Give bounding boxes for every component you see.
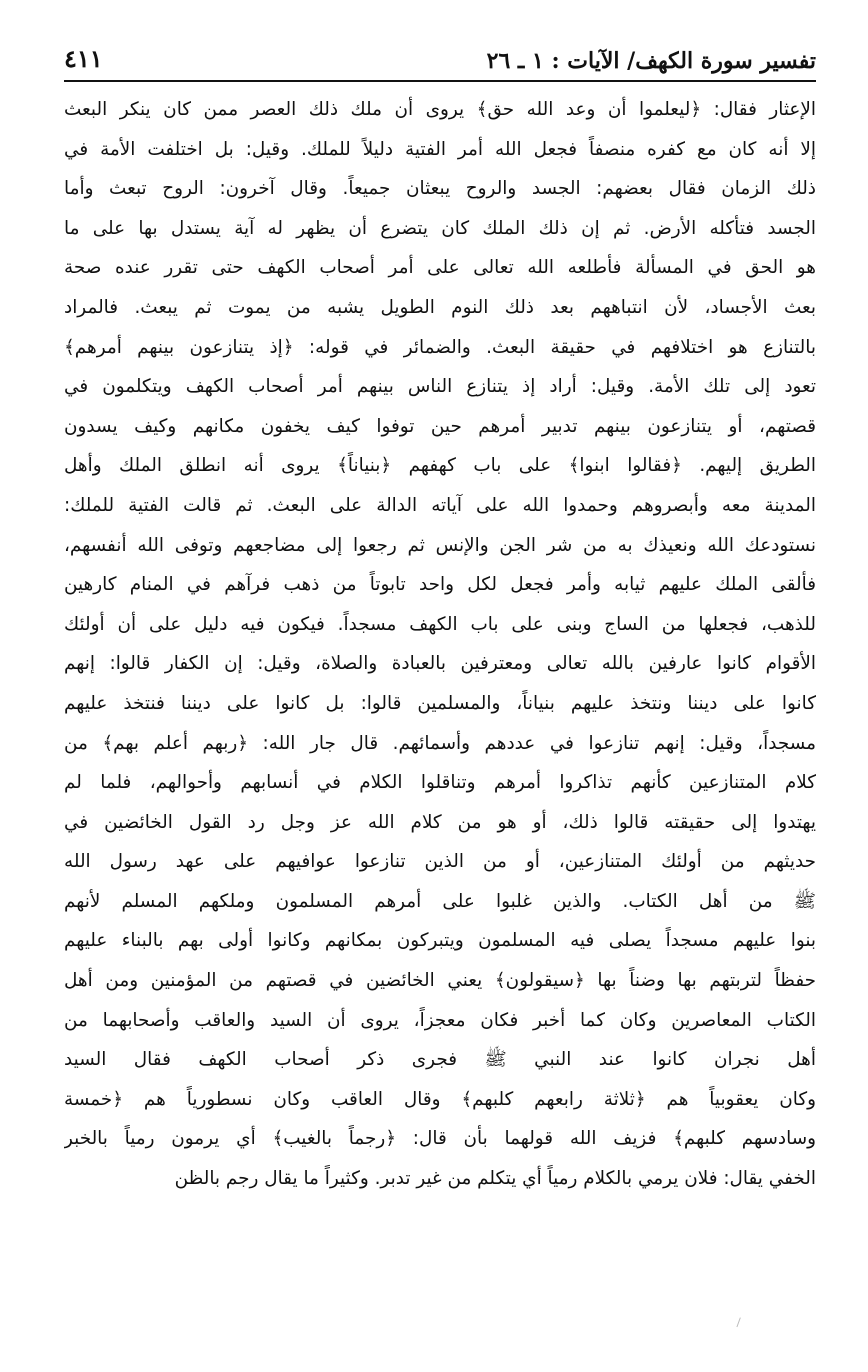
text-line: ﷺ من أهل الكتاب. والذين غلبوا على أمرهم المسلمون وملكهم المسلم لأنهم bbox=[64, 890, 816, 912]
text-line: الطريق إليهم. ﴿فقالوا ابنوا﴾ على باب كهفهم ﴿بنياناً﴾ يروى أنه انطلق الملك وأهل bbox=[64, 455, 816, 477]
text-line: الجسد فتأكله الأرض. ثم إن ذلك الملك كان يتضرع أن يظهر له آية يستدل بها على ما bbox=[64, 217, 816, 239]
text-line: مسجداً، وقيل: إنهم تنازعوا في عددهم وأسمائهم. قال جار الله: ﴿ربهم أعلم بهم﴾ من bbox=[64, 732, 816, 754]
text-line: يهتدوا إلى حقيقته قالوا ذلك، أو هو من كلام الله عز وجل رد القول الخائضين في bbox=[64, 811, 816, 833]
text-line: تعود إلى تلك الأمة. وقيل: أراد إذ يتنازع الناس بينهم أمر أصحاب الكهف ويتكلمون في bbox=[64, 376, 816, 398]
text-line: أهل نجران كانوا عند النبي ﷺ فجرى ذكر أصحاب الكهف فقال السيد bbox=[64, 1049, 816, 1071]
text-line: بعث الأجساد، لأن انتباههم بعد ذلك النوم الطويل يشبه من يموت ثم يبعث. فالمراد bbox=[64, 296, 816, 318]
text-line: هو الحق في المسألة فأطلعه الله تعالى على أمر أصحاب الكهف حتى تقرر عنده صحة bbox=[64, 257, 816, 279]
text-line: وكان يعقوبياً هم ﴿ثلاثة رابعهم كلبهم﴾ وقال العاقب وكان نسطورياً هم ﴿خمسة bbox=[64, 1088, 816, 1110]
text-line: قصتهم، أو يتنازعون بينهم تدبير أمرهم حين توفوا كيف يخفون مكانهم وكيف يسدون bbox=[64, 415, 816, 437]
commentary-text bbox=[64, 90, 816, 1199]
running-header bbox=[64, 38, 816, 82]
running-title: تفسير سورة الكهف/ الآيات : ١ ـ ٢٦ bbox=[486, 48, 816, 74]
text-line: الخفي يقال: فلان يرمي بالكلام رمياً أي يتكلم من غير تدبر. وكثيراً ما يقال رجم بالظن bbox=[174, 1168, 816, 1190]
text-line: كلام المتنازعين كأنهم تذاكروا أمرهم وتناقلوا الكلام في أنسابهم وأحوالهم، فلما لم bbox=[64, 772, 816, 794]
text-line: كانوا على ديننا ونتخذ عليهم بنياناً، والمسلمين قالوا: بل كانوا على ديننا فنتخذ عليهم bbox=[64, 692, 816, 714]
text-line: إلا أنه كان مع كفره منصفاً فجعل الله أمر الفتية دليلاً للملك. وقيل: بل اختلفت الأمة في bbox=[64, 138, 816, 160]
text-line: للذهب، فجعلها من الساج وبنى على باب الكهف مسجداً. فيكون فيه دليل على أن أولئك bbox=[64, 613, 816, 635]
text-line: فألقى الملك عليهم ثيابه وأمر فجعل لكل واحد تابوتاً من ذهب فرآهم في المنام كارهين bbox=[64, 574, 816, 596]
text-line: الإعثار فقال: ﴿ليعلموا أن وعد الله حق﴾ يروى أن ملك ذلك العصر ممن كان ينكر البعث bbox=[64, 99, 816, 120]
book-page bbox=[64, 38, 816, 1358]
text-line: بنوا عليهم مسجداً يصلى فيه المسلمون ويتبركون بمكانهم وكانوا أولى بهم بالبناء عليهم bbox=[64, 930, 816, 952]
text-line: الكتاب المعاصرين وكان كما أخبر فكان معجزاً، يروى أن السيد والعاقب وأصحابهما من bbox=[64, 1009, 816, 1031]
text-line: نستودعك الله ونعيذك به من شر الجن والإنس ثم رجعوا إلى مضاجعهم وتوفى الله أنفسهم، bbox=[64, 534, 816, 556]
text-line: الأقوام كانوا عارفين بالله تعالى ومعترفين بالعبادة والصلاة، وقيل: إن الكفار قالوا: إنهم bbox=[64, 653, 816, 675]
text-line: وسادسهم كلبهم﴾ فزيف الله قولهما بأن قال: ﴿رجماً بالغيب﴾ أي يرمون رمياً بالخبر bbox=[64, 1128, 816, 1150]
text-line: المدينة معه وأبصروهم وحمدوا الله على آياته الدالة على البعث. ثم قالت الفتية للملك: bbox=[64, 494, 816, 516]
text-line: حفظاً لتربتهم بها وضناً بها ﴿سيقولون﴾ يعني الخائضين في قصتهم من المؤمنين ومن أهل bbox=[64, 970, 816, 992]
text-line: حديثهم من أولئك المتنازعين، أو من الذين تنازعوا عوافيهم على عهد رسول الله bbox=[64, 851, 816, 873]
text-line: بالتنازع هو اختلافهم في حقيقة البعث. والضمائر في قوله: ﴿إذ يتنازعون بينهم أمرهم﴾ bbox=[64, 336, 816, 358]
page-number: ٤١١ bbox=[64, 44, 103, 73]
text-line: ذلك الزمان فقال بعضهم: الجسد والروح يبعثان جميعاً. وقال آخرون: الروح تبعث وأما bbox=[64, 178, 816, 200]
